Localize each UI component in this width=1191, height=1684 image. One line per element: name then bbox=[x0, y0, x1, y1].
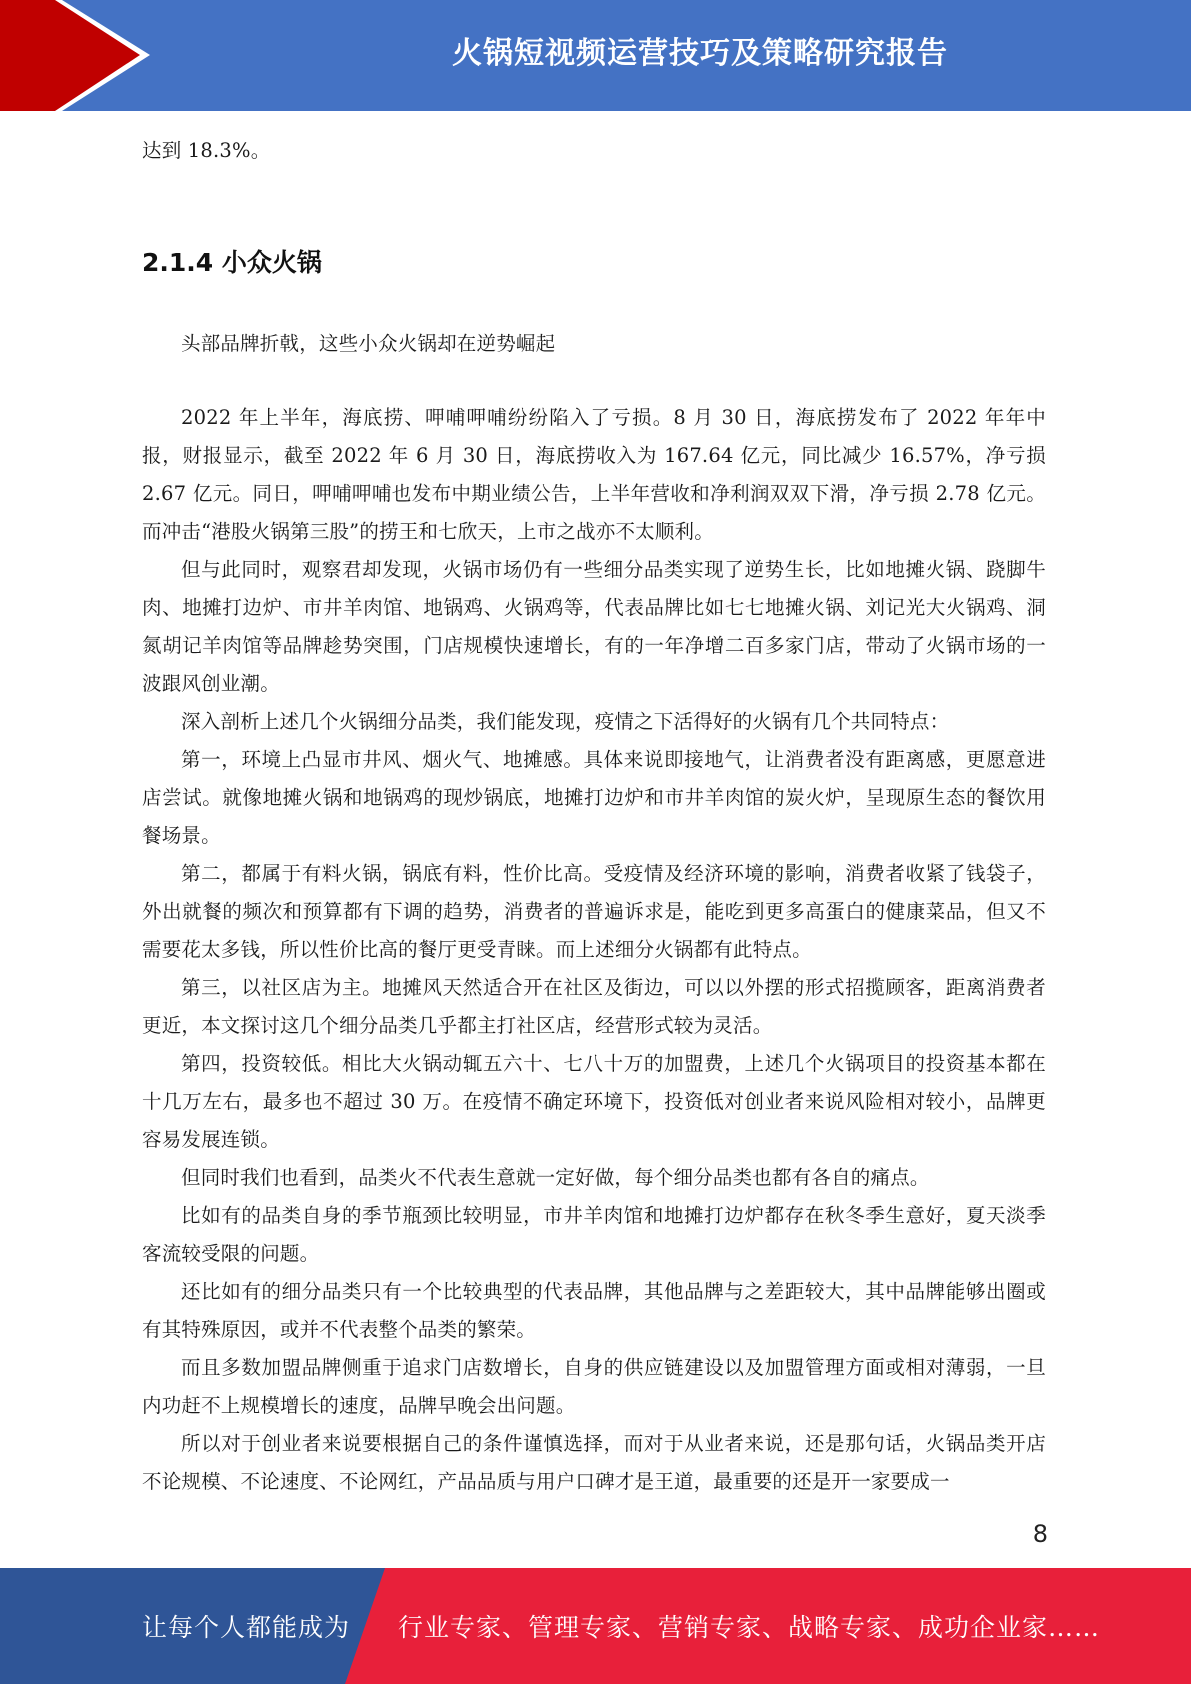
paragraph: 比如有的品类自身的季节瓶颈比较明显，市井羊肉馆和地摊打边炉都存在秋冬季生意好，夏天淡季客流较受限的问题。 bbox=[142, 1204, 1046, 1265]
continuation-block bbox=[142, 132, 1046, 170]
paragraph: 2022 年上半年，海底捞、呷哺呷哺纷纷陷入了亏损。8 月 30 日，海底捞发布了 2022 年年中报，财报显示，截至 2022 年 6 月 30 日，海底捞收入为 167.64 亿元，同比减少 16.57%，净亏损 2.67 亿元。同日，呷哺呷哺也发布中期业绩公告，上半年营收和净利润双双下滑，净亏损 2.78 亿元。而冲击“港股火锅第三股”的捞王和七欣天，上市之战亦不太顺利。 bbox=[142, 406, 1046, 543]
paragraph: 第三，以社区店为主。地摊风天然适合开在社区及街边，可以以外摆的形式招揽顾客，距离消费者更近，本文探讨这几个细分品类几乎都主打社区店，经营形式较为灵活。 bbox=[142, 976, 1046, 1037]
continuation-text: 达到 18.3%。 bbox=[142, 139, 271, 162]
section-heading: 2.1.4 小众火锅 bbox=[142, 248, 322, 277]
footer-slogan-right: 行业专家、管理专家、营销专家、战略专家、成功企业家…… bbox=[398, 1613, 1101, 1642]
paragraph: 所以对于创业者来说要根据自己的条件谨慎选择，而对于从业者来说，还是那句话，火锅品类开店不论规模、不论速度、不论网红，产品品质与用户口碑才是王道，最重要的还是开一家要成一 bbox=[142, 1432, 1046, 1493]
paragraph: 深入剖析上述几个火锅细分品类，我们能发现，疫情之下活得好的火锅有几个共同特点： bbox=[181, 710, 950, 733]
paragraph: 但与此同时，观察君却发现，火锅市场仍有一些细分品类实现了逆势生长，比如地摊火锅、跷脚牛肉、地摊打边炉、市井羊肉馆、地锅鸡、火锅鸡等，代表品牌比如七七地摊火锅、刘记光大火锅鸡、洞氮胡记羊肉馆等品牌趁势突围，门店规模快速增长，有的一年净增二百多家门店，带动了火锅市场的一波跟风创业潮。 bbox=[142, 558, 1046, 695]
paragraph: 第二，都属于有料火锅，锅底有料，性价比高。受疫情及经济环境的影响，消费者收紧了钱袋子，外出就餐的频次和预算都有下调的趋势，消费者的普遍诉求是，能吃到更多高蛋白的健康菜品，但又不需要花太多钱，所以性价比高的餐厅更受青睐。而上述细分火锅都有此特点。 bbox=[142, 862, 1046, 961]
body-text bbox=[142, 399, 1046, 1501]
paragraph: 但同时我们也看到，品类火不代表生意就一定好做，每个细分品类也都有各自的痛点。 bbox=[181, 1166, 930, 1189]
footer-slogan-left: 让每个人都能成为 bbox=[142, 1613, 351, 1642]
paragraph: 第四，投资较低。相比大火锅动辄五六十、七八十万的加盟费，上述几个火锅项目的投资基本都在十几万左右，最多也不超过 30 万。在疫情不确定环境下，投资低对创业者来说风险相对较小，品牌更容易发展连锁。 bbox=[142, 1052, 1046, 1151]
intro-text: 头部品牌折戟，这些小众火锅却在逆势崛起 bbox=[181, 332, 556, 355]
report-title: 火锅短视频运营技巧及策略研究报告 bbox=[452, 36, 948, 71]
header-arrow-decoration bbox=[0, 0, 160, 111]
paragraph: 第一，环境上凸显市井风、烟火气、地摊感。具体来说即接地气，让消费者没有距离感，更愿意进店尝试。就像地摊火锅和地锅鸡的现炒锅底，地摊打边炉和市井羊肉馆的炭火炉，呈现原生态的餐饮用餐场景。 bbox=[142, 748, 1046, 847]
footer-banner bbox=[0, 1568, 1191, 1684]
intro-block bbox=[142, 325, 1046, 363]
paragraph: 而且多数加盟品牌侧重于追求门店数增长，自身的供应链建设以及加盟管理方面或相对薄弱，一旦内功赶不上规模增长的速度，品牌早晚会出问题。 bbox=[142, 1356, 1046, 1417]
header-bar bbox=[0, 0, 1191, 111]
page-number: 8 bbox=[1032, 1520, 1048, 1548]
paragraph: 还比如有的细分品类只有一个比较典型的代表品牌，其他品牌与之差距较大，其中品牌能够出圈或有其特殊原因，或并不代表整个品类的繁荣。 bbox=[142, 1280, 1046, 1341]
